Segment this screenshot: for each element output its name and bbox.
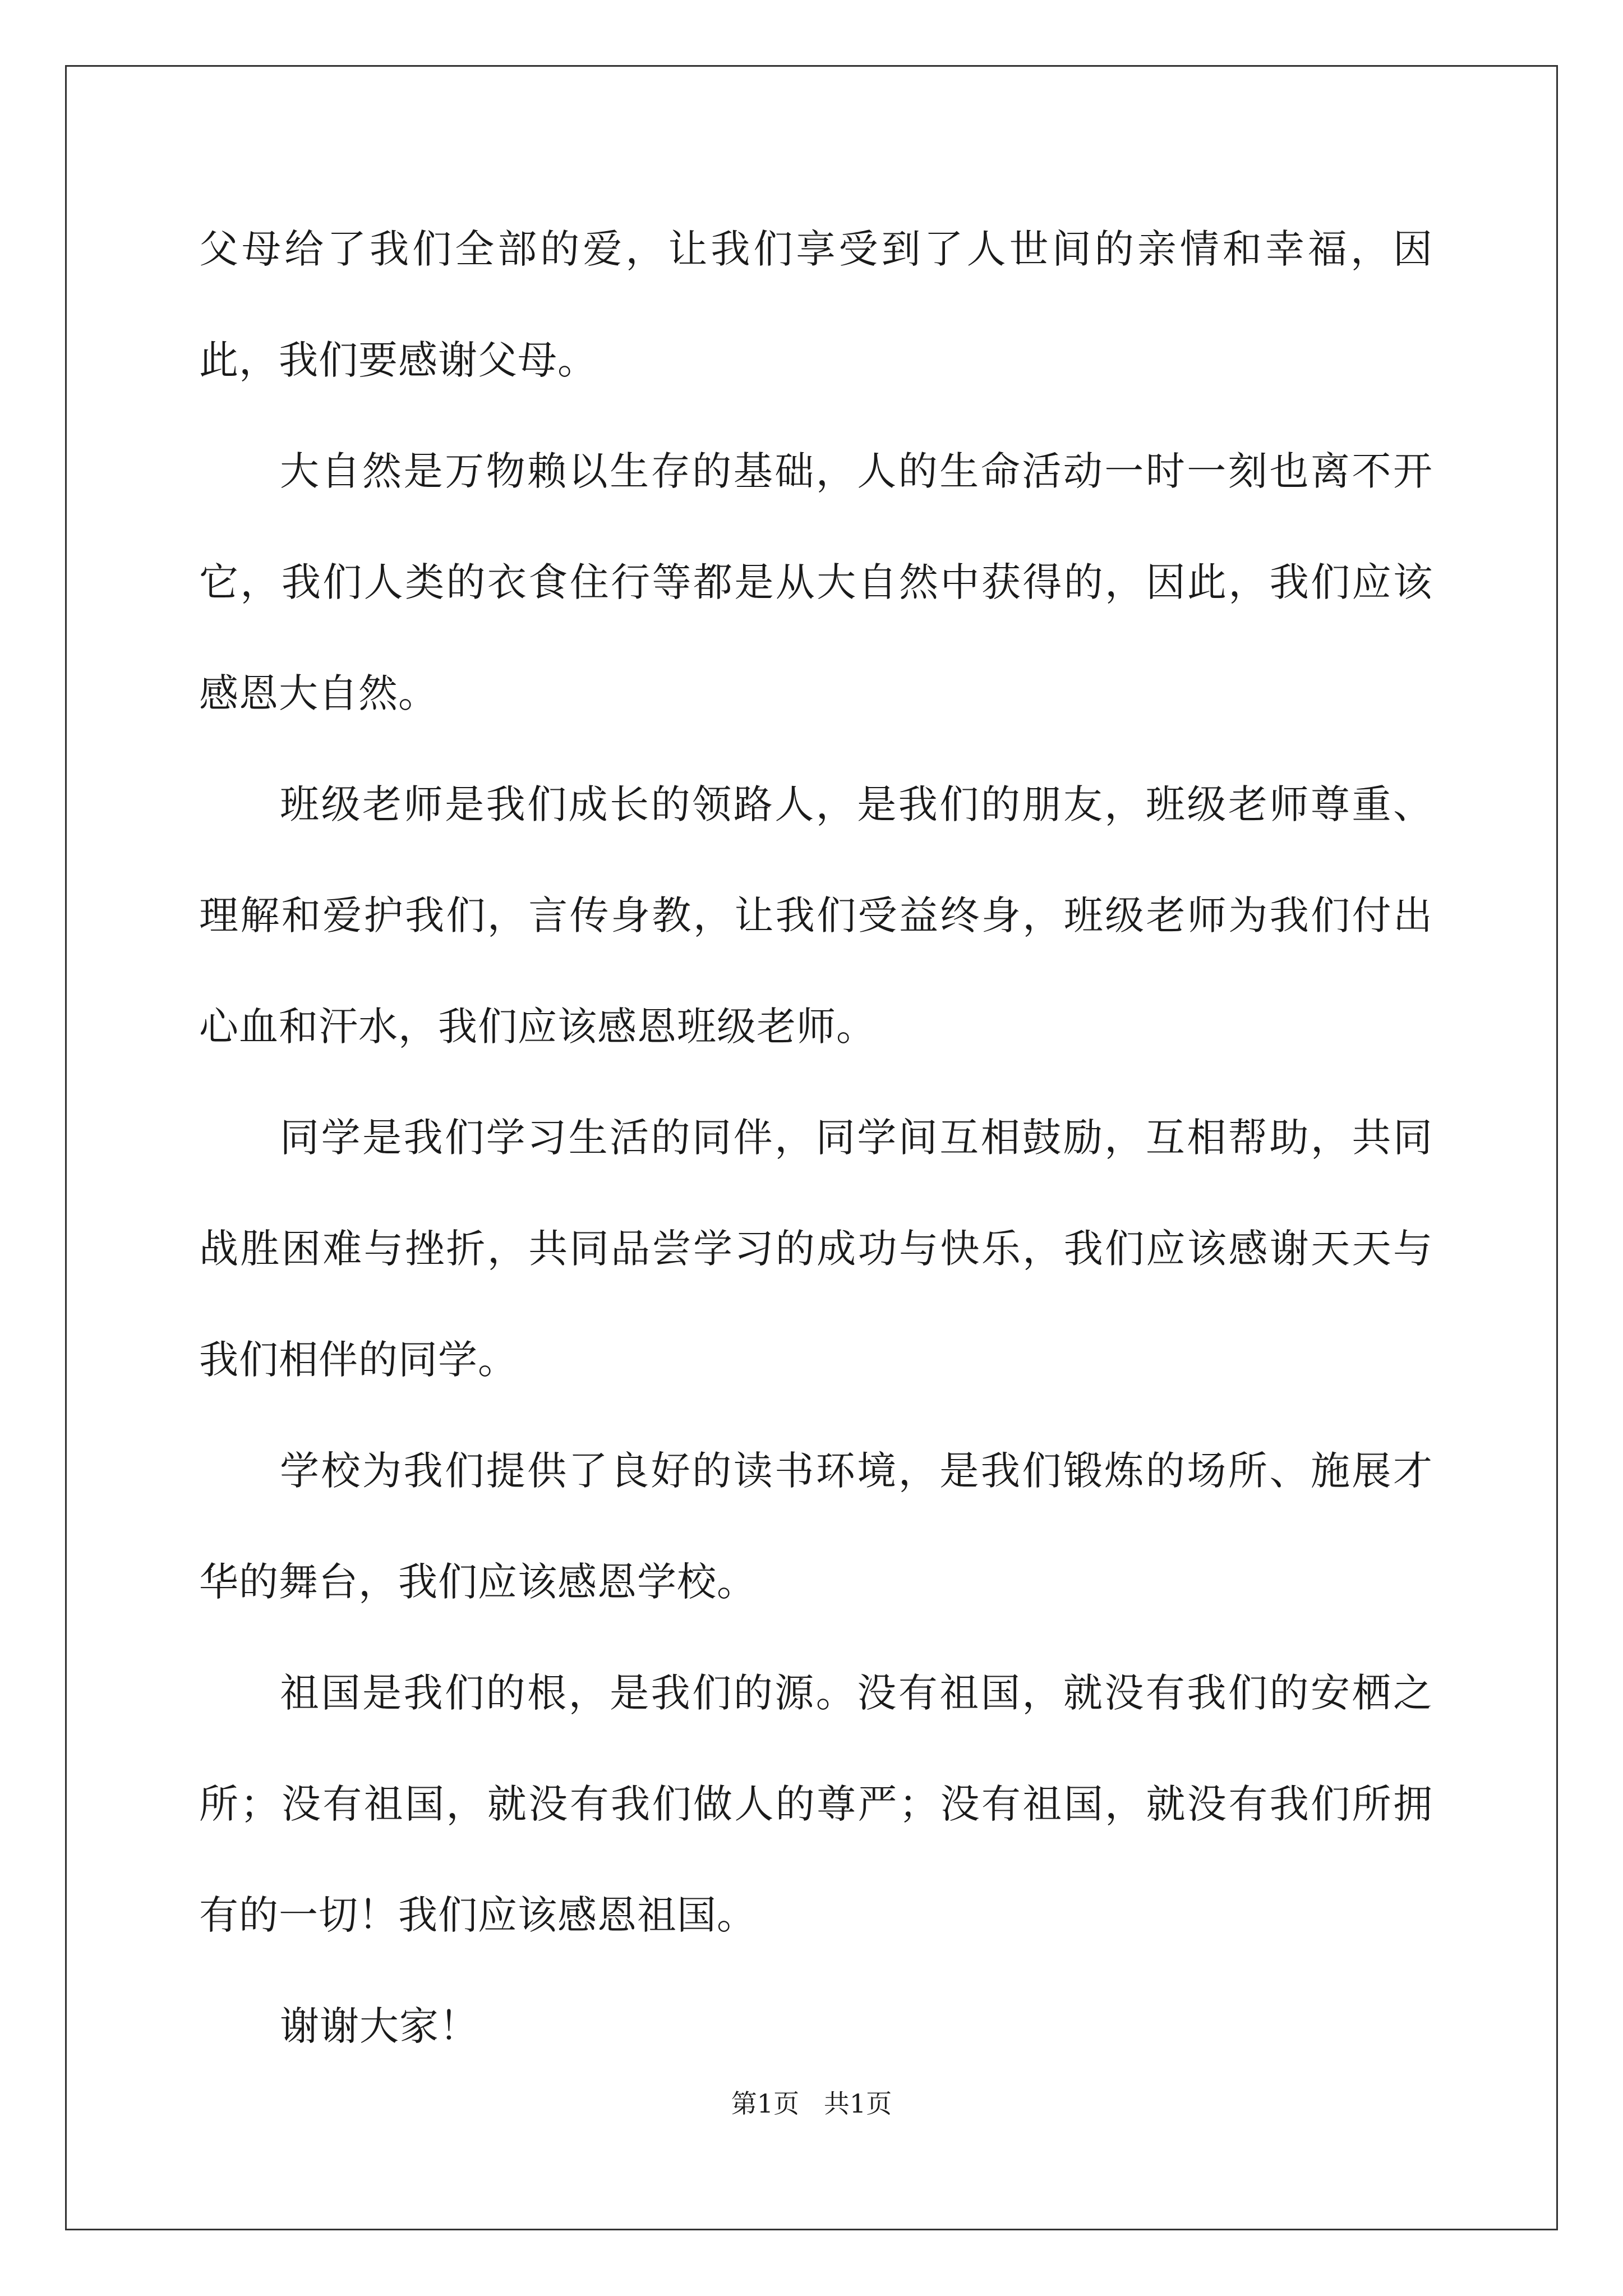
paragraph-motherland: 祖国是我们的根，是我们的源。没有祖国，就没有我们的安栖之所；没有祖国，就没有我们做人的尊严；没有祖国，就没有我们所拥有的一切！我们应该感恩祖国。 (199, 1670, 1433, 1938)
paragraph-classmates: 同学是我们学习生活的同伴，同学间互相鼓励，互相帮助，共同战胜困难与挫折，共同品尝学习的成功与快乐，我们应该感谢天天与我们相伴的同学。 (199, 1115, 1433, 1383)
paragraph-closing: 谢谢大家！ (280, 2003, 479, 2049)
paragraph-teachers: 班级老师是我们成长的领路人，是我们的朋友，班级老师尊重、理解和爱护我们，言传身教，让我们受益终身，班级老师为我们付出心血和汗水，我们应该感恩班级老师。 (199, 781, 1433, 1050)
page-number-footer: 第1页 共1页 (731, 2088, 892, 2119)
paragraph-school: 学校为我们提供了良好的读书环境，是我们锻炼的场所、施展才华的舞台，我们应该感恩学校。 (199, 1448, 1433, 1605)
document-body (199, 194, 1433, 2082)
paragraph-nature: 大自然是万物赖以生存的基础，人的生命活动一时一刻也离不开它，我们人类的衣食住行等都是从大自然中获得的，因此，我们应该感恩大自然。 (199, 448, 1433, 716)
paragraph-parents: 父母给了我们全部的爱，让我们享受到了人世间的亲情和幸福，因此，我们要感谢父母。 (199, 226, 1433, 383)
